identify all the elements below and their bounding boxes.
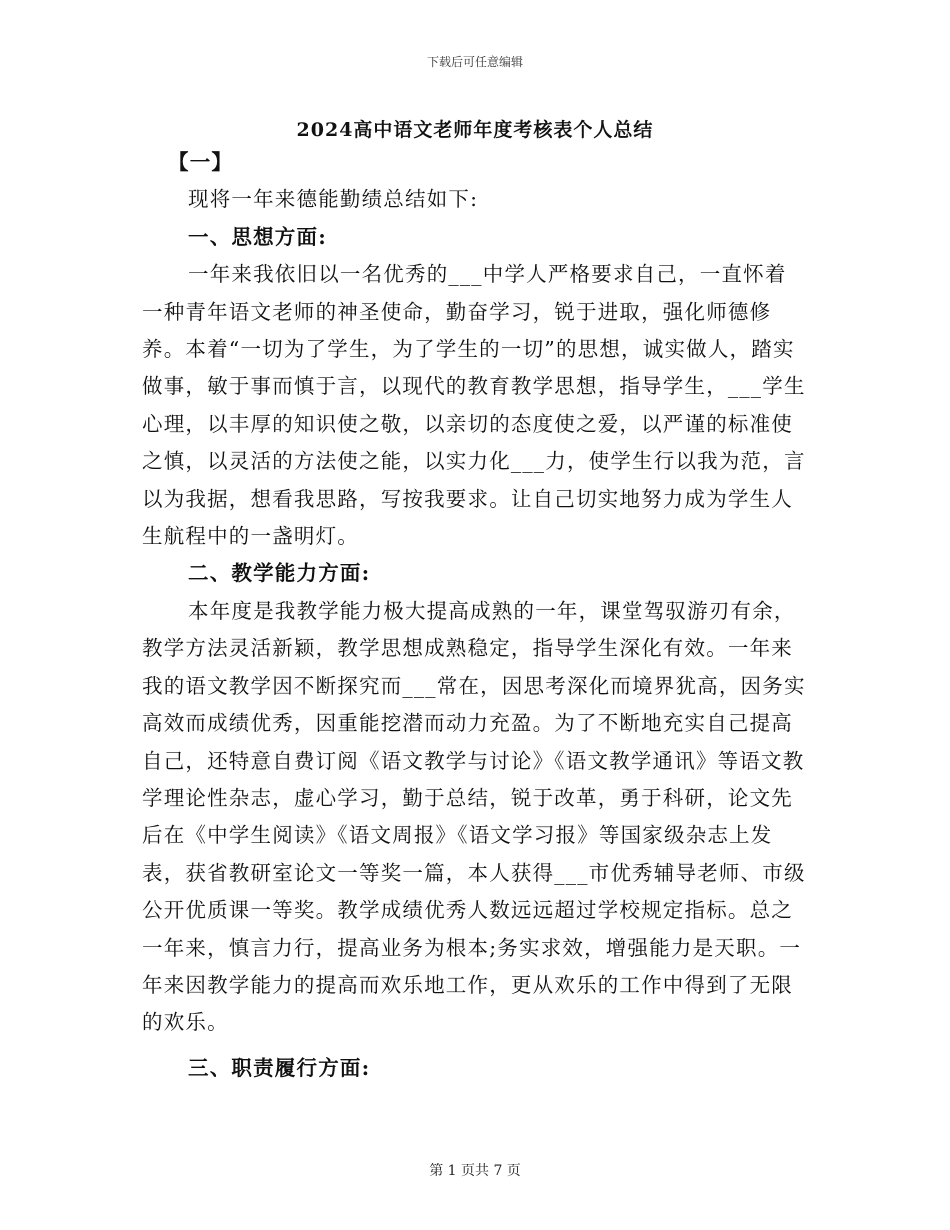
- section-heading-thought: 一、思想方面:: [188, 224, 327, 249]
- document-title: 2024高中语文老师年度考核表个人总结: [296, 119, 654, 141]
- page-footer: 第 1 页共 7 页: [429, 1163, 521, 1179]
- part-label: 【一】: [168, 150, 234, 174]
- section-body-teaching: 本年度是我教学能力极大提高成熟的一年，课堂驾驭游刃有余，教学方法灵活新颖，教学思想成熟稳定，指导学生深化有效。一年来我的语文教学因不断探究而___常在，因思考深化而境界犹高，因务实高效而成绩优秀，因重能挖潜而动力充盈。为了不断地充实自己提高自己，还特意自费订阅《语文教学与讨论》《语文教学通讯》等语文教学理论性杂志，虚心学习，勤于总结，锐于改革，勇于科研，论文先后在《中学生阅读》《语文周报》《语文学习报》等国家级杂志上发表，获省教研室论文一等奖一篇，本人获得___市优秀辅导老师、市级公开优质课一等奖。教学成绩优秀人数远远超过学校规定指标。总之一年来，慎言力行，提高业务为根本;务实求效，增强能力是天职。一年来因教学能力的提高而欢乐地工作，更从欢乐的工作中得到了无限的欢乐。: [142, 598, 806, 1035]
- section-body-thought: 一年来我依旧以一名优秀的___中学人严格要求自己，一直怀着一种青年语文老师的神圣使命，勤奋学习，锐于进取，强化师德修养。本着“一切为了学生，为了学生的一切”的思想，诚实做人，踏实做事，敏于事而慎于言，以现代的教育教学思想，指导学生，___学生心理，以丰厚的知识使之敬，以亲切的态度使之爱，以严谨的标准使之慎，以灵活的方法使之能，以实力化___力，使学生行以我为范，言以为我据，想看我思路，写按我要求。让自己切实地努力成为学生人生航程中的一盏明灯。: [142, 262, 806, 549]
- section-heading-teaching: 二、教学能力方面:: [188, 561, 371, 586]
- page-header: 下载后可任意编辑: [426, 55, 523, 69]
- section-heading-duty: 三、职责履行方面:: [188, 1055, 371, 1080]
- intro-paragraph: 现将一年来德能勤绩总结如下:: [188, 187, 479, 212]
- document-body: [142, 144, 808, 1087]
